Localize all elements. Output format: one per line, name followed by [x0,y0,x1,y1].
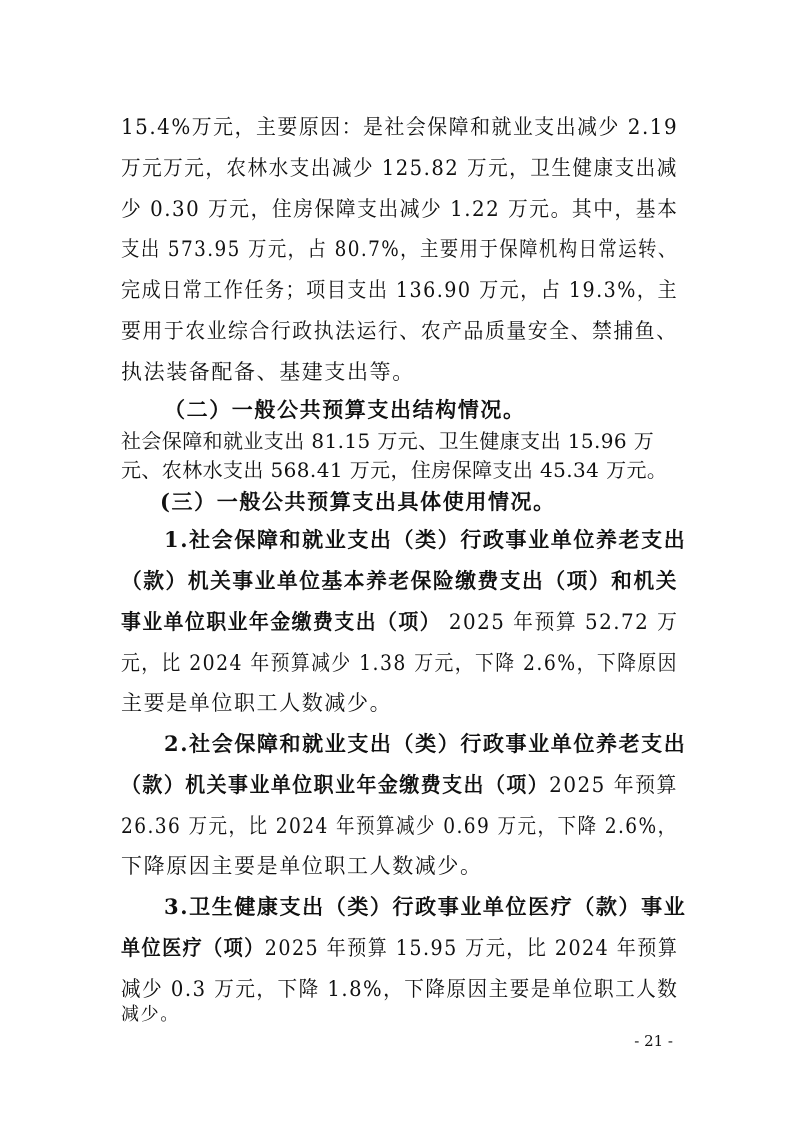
body-text-line: 元，比 2024 年预算减少 1.38 万元，下降 2.6%，下降原因 [121,650,678,675]
body-text-line: 主要是单位职工人数减少。 [121,691,393,716]
body-text-line: 减少。 [121,1004,180,1025]
item-heading-part: 事业单位职业年金缴费支出（项） [121,608,442,634]
body-text-line: 少 0.30 万元，住房保障支出减少 1.22 万元。其中，基本 [121,196,679,221]
item-heading-part: 单位医疗（项） [121,935,265,961]
section-heading: (三）一般公共预算支出具体使用情况。 [160,489,556,515]
item-heading: 1.社会保障和就业支出（类）行政事业单位养老支出 [164,527,687,553]
item-heading: （款）机关事业单位基本养老保险缴费支出（项）和机关 [121,568,678,593]
body-text-line [121,606,678,636]
body-text-line: 完成日常工作任务；项目支出 136.90 万元，占 19.3%，主 [121,278,679,303]
body-text-part: 2025 年预算 15.95 万元，比 2024 年预算 [264,936,679,961]
page-number: - 21 - [634,1032,673,1050]
body-text-line: 执法装备配备、基建支出等。 [121,359,415,384]
body-text-line: 万元万元，农林水支出减少 125.82 万元，卫生健康支出减 [121,155,678,180]
body-text-line: 下降原因主要是单位职工人数减少。 [121,854,483,879]
body-text-part: 2025 年预算 52.72 万 [441,609,679,634]
item-heading-part: （款）机关事业单位职业年金缴费支出（项） [121,771,550,797]
body-text-line: 支出 573.95 万元，占 80.7%，主要用于保障机构日常运转、 [121,237,678,262]
body-text-part: 2025 年预算 [549,772,678,797]
body-text-line: 减少 0.3 万元，下降 1.8%，下降原因主要是单位职工人数 [121,976,679,1001]
section-heading: （二）一般公共预算支出结构情况。 [164,396,526,422]
body-text-line: 15.4%万元，主要原因：是社会保障和就业支出减少 2.19 [121,115,679,139]
body-text-line [121,932,678,962]
body-text-line [121,769,678,799]
body-text-line: 元、农林水支出 568.41 万元，住房保障支出 45.34 万元。 [121,457,668,482]
item-heading: 3.卫生健康支出（类）行政事业单位医疗（款）事业 [164,894,687,920]
body-text-line: 26.36 万元，比 2024 年预算减少 0.69 万元，下降 2.6%， [121,813,678,838]
item-heading: 2.社会保障和就业支出（类）行政事业单位养老支出 [164,731,687,757]
body-text-line: 社会保障和就业支出 81.15 万元、卫生健康支出 15.96 万 [121,429,655,454]
body-text-line: 要用于农业综合行政执法运行、农产品质量安全、禁捕鱼、 [121,318,678,343]
